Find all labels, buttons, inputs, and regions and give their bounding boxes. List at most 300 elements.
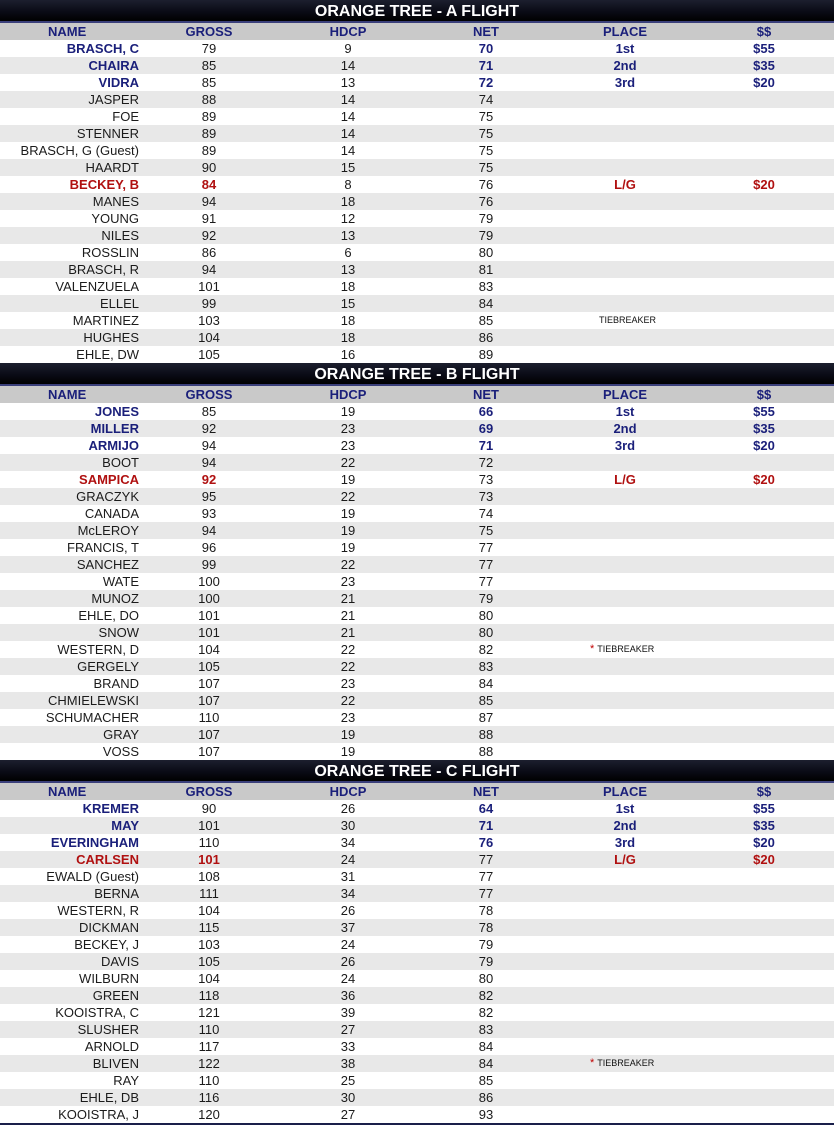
table-row	[0, 1106, 834, 1123]
cell-hdcp: 31	[340, 869, 356, 884]
cell-gross: 92	[201, 421, 217, 436]
table-row	[0, 159, 834, 176]
cell-hdcp: 25	[340, 1073, 356, 1088]
cell-net: 83	[478, 279, 494, 294]
table-row	[0, 743, 834, 760]
cell-gross: 122	[198, 1056, 220, 1071]
cell-hdcp: 26	[340, 903, 356, 918]
table-row	[0, 454, 834, 471]
cell-money: $20	[753, 835, 775, 850]
cell-name: BOOT	[102, 455, 139, 470]
cell-place: 1st	[615, 801, 635, 816]
cell-name: SCHUMACHER	[45, 710, 139, 725]
cell-name: CANADA	[84, 506, 139, 521]
cell-net: 66	[478, 404, 494, 419]
cell-hdcp: 23	[340, 710, 356, 725]
cell-name: FRANCIS, T	[67, 540, 139, 555]
table-header	[0, 23, 834, 40]
cell-hdcp: 18	[340, 313, 356, 328]
cell-gross: 105	[198, 347, 220, 362]
cell-gross: 85	[201, 58, 217, 73]
cell-name: ELLEL	[99, 296, 139, 311]
cell-net: 72	[478, 455, 494, 470]
cell-place: 3rd	[614, 835, 636, 850]
cell-name: FOE	[112, 109, 139, 124]
cell-net: 86	[478, 1090, 494, 1105]
cell-name: KOOISTRA, J	[58, 1107, 139, 1122]
cell-gross: 91	[201, 211, 217, 226]
cell-name: McLEROY	[77, 523, 139, 538]
cell-net: 86	[478, 330, 494, 345]
cell-hdcp: 22	[340, 659, 356, 674]
table-row	[0, 970, 834, 987]
cell-hdcp: 26	[340, 954, 356, 969]
cell-money: $20	[753, 75, 775, 90]
cell-net: 77	[478, 869, 494, 884]
cell-money: $35	[753, 58, 775, 73]
cell-name: KREMER	[82, 801, 139, 816]
cell-gross: 110	[198, 1022, 220, 1037]
cell-net: 77	[478, 886, 494, 901]
cell-name: MILLER	[90, 421, 139, 436]
cell-hdcp: 23	[340, 676, 356, 691]
cell-name: EWALD (Guest)	[46, 869, 139, 884]
cell-hdcp: 13	[340, 262, 356, 277]
table-row	[0, 227, 834, 244]
cell-name: STENNER	[76, 126, 139, 141]
cell-place: 3rd	[614, 438, 636, 453]
cell-name: BECKEY, J	[74, 937, 139, 952]
table-row	[0, 1021, 834, 1038]
tiebreaker-label: TIEBREAKER	[597, 644, 655, 654]
table-row	[0, 125, 834, 142]
cell-hdcp: 37	[340, 920, 356, 935]
cell-hdcp: 14	[340, 143, 356, 158]
cell-gross: 111	[199, 886, 219, 901]
cell-name: RAY	[113, 1073, 139, 1088]
cell-gross: 110	[198, 710, 220, 725]
cell-hdcp: 14	[340, 92, 356, 107]
cell-gross: 94	[201, 523, 217, 538]
table-row	[0, 437, 834, 454]
table-row	[0, 692, 834, 709]
cell-name: GRAY	[103, 727, 139, 742]
table-row	[0, 902, 834, 919]
cell-net: 79	[478, 228, 494, 243]
cell-name: HUGHES	[83, 330, 139, 345]
cell-net: 69	[478, 421, 494, 436]
table-row	[0, 868, 834, 885]
table-row	[0, 312, 834, 329]
table-row	[0, 641, 834, 658]
cell-hdcp: 34	[340, 886, 356, 901]
header-money: $$	[756, 24, 772, 39]
cell-gross: 94	[201, 262, 217, 277]
cell-hdcp: 30	[340, 1090, 356, 1105]
cell-net: 79	[478, 937, 494, 952]
table-row	[0, 658, 834, 675]
tiebreaker-note	[590, 641, 654, 658]
table-row	[0, 522, 834, 539]
cell-gross: 103	[198, 937, 220, 952]
cell-name: MUNOZ	[91, 591, 139, 606]
cell-gross: 101	[198, 852, 220, 867]
table-row	[0, 834, 834, 851]
cell-net: 75	[478, 109, 494, 124]
cell-name: MARTINEZ	[72, 313, 139, 328]
cell-gross: 92	[201, 228, 217, 243]
header-money: $$	[756, 387, 772, 402]
cell-gross: 104	[198, 971, 220, 986]
asterisk-mark: *	[590, 643, 595, 655]
cell-gross: 101	[198, 279, 220, 294]
cell-hdcp: 23	[340, 438, 356, 453]
cell-net: 77	[478, 540, 494, 555]
cell-net: 73	[478, 489, 494, 504]
cell-name: WESTERN, D	[57, 642, 139, 657]
table-row	[0, 1072, 834, 1089]
cell-gross: 90	[201, 160, 217, 175]
cell-name: CARLSEN	[76, 852, 139, 867]
cell-name: KOOISTRA, C	[55, 1005, 139, 1020]
cell-place: L/G	[614, 852, 636, 867]
cell-name: GRACZYK	[76, 489, 139, 504]
table-row	[0, 91, 834, 108]
cell-gross: 89	[201, 126, 217, 141]
cell-net: 82	[478, 988, 494, 1003]
table-row	[0, 675, 834, 692]
cell-name: DICKMAN	[79, 920, 139, 935]
cell-hdcp: 24	[340, 852, 356, 867]
cell-hdcp: 18	[340, 194, 356, 209]
cell-hdcp: 26	[340, 801, 356, 816]
cell-hdcp: 14	[340, 109, 356, 124]
flight-title: ORANGE TREE - B FLIGHT	[0, 363, 834, 386]
cell-gross: 107	[198, 676, 220, 691]
table-row	[0, 57, 834, 74]
table-row	[0, 261, 834, 278]
cell-gross: 100	[198, 574, 220, 589]
table-row	[0, 346, 834, 363]
table-row	[0, 800, 834, 817]
cell-name: VIDRA	[98, 75, 139, 90]
cell-money: $35	[753, 421, 775, 436]
cell-hdcp: 14	[340, 126, 356, 141]
cell-net: 84	[478, 676, 494, 691]
cell-name: EVERINGHAM	[50, 835, 139, 850]
cell-net: 77	[478, 852, 494, 867]
cell-name: MAY	[111, 818, 139, 833]
cell-gross: 120	[198, 1107, 220, 1122]
cell-net: 88	[478, 727, 494, 742]
cell-gross: 94	[201, 438, 217, 453]
cell-hdcp: 21	[340, 625, 356, 640]
cell-net: 77	[478, 574, 494, 589]
cell-money: $20	[753, 438, 775, 453]
cell-name: WATE	[102, 574, 139, 589]
cell-name: BERNA	[94, 886, 139, 901]
cell-gross: 108	[198, 869, 220, 884]
header-net: NET	[473, 387, 499, 402]
cell-place: 2nd	[613, 818, 637, 833]
cell-name: SLUSHER	[77, 1022, 139, 1037]
table-row	[0, 471, 834, 488]
cell-hdcp: 23	[340, 421, 356, 436]
cell-name: SNOW	[98, 625, 139, 640]
header-name: NAME	[48, 784, 87, 799]
cell-gross: 110	[198, 1073, 220, 1088]
cell-name: GREEN	[92, 988, 139, 1003]
cell-net: 80	[478, 608, 494, 623]
cell-money: $35	[753, 818, 775, 833]
cell-hdcp: 21	[340, 591, 356, 606]
cell-name: GERGELY	[77, 659, 139, 674]
cell-net: 83	[478, 1022, 494, 1037]
cell-money: $20	[753, 852, 775, 867]
cell-money: $55	[753, 41, 775, 56]
table-row	[0, 210, 834, 227]
asterisk-mark: *	[590, 1057, 595, 1069]
cell-gross: 93	[201, 506, 217, 521]
cell-net: 71	[478, 58, 494, 73]
cell-hdcp: 19	[340, 540, 356, 555]
cell-hdcp: 24	[340, 971, 356, 986]
cell-net: 81	[478, 262, 494, 277]
cell-name: EHLE, DO	[78, 608, 139, 623]
table-row	[0, 953, 834, 970]
cell-net: 77	[478, 557, 494, 572]
cell-name: ARMIJO	[88, 438, 139, 453]
header-net: NET	[473, 24, 499, 39]
cell-net: 84	[478, 1056, 494, 1071]
tiebreaker-note	[590, 1055, 654, 1072]
cell-gross: 92	[201, 472, 217, 487]
tiebreaker-note	[596, 312, 656, 329]
cell-gross: 101	[198, 818, 220, 833]
table-row	[0, 851, 834, 868]
cell-gross: 104	[198, 642, 220, 657]
cell-net: 82	[478, 1005, 494, 1020]
cell-place: 2nd	[613, 421, 637, 436]
cell-hdcp: 19	[340, 404, 356, 419]
table-row	[0, 488, 834, 505]
cell-name: WESTERN, R	[57, 903, 139, 918]
header-gross: GROSS	[185, 387, 233, 402]
cell-net: 76	[478, 835, 494, 850]
cell-gross: 88	[201, 92, 217, 107]
cell-hdcp: 33	[340, 1039, 356, 1054]
table-row	[0, 987, 834, 1004]
cell-gross: 89	[201, 143, 217, 158]
cell-name: ROSSLIN	[81, 245, 139, 260]
cell-net: 88	[478, 744, 494, 759]
table-row	[0, 1055, 834, 1072]
cell-gross: 107	[198, 744, 220, 759]
flight-section	[0, 0, 834, 363]
cell-net: 64	[478, 801, 494, 816]
table-row	[0, 142, 834, 159]
cell-hdcp: 30	[340, 818, 356, 833]
cell-hdcp: 18	[340, 279, 356, 294]
cell-gross: 95	[201, 489, 217, 504]
cell-gross: 107	[198, 727, 220, 742]
cell-gross: 117	[198, 1039, 220, 1054]
cell-place: 1st	[615, 41, 635, 56]
cell-hdcp: 22	[340, 455, 356, 470]
header-net: NET	[473, 784, 499, 799]
cell-hdcp: 15	[340, 160, 356, 175]
cell-hdcp: 38	[340, 1056, 356, 1071]
cell-gross: 121	[198, 1005, 220, 1020]
cell-place: 3rd	[614, 75, 636, 90]
cell-gross: 85	[201, 404, 217, 419]
cell-hdcp: 23	[340, 574, 356, 589]
cell-net: 71	[478, 818, 494, 833]
cell-hdcp: 22	[340, 693, 356, 708]
cell-hdcp: 19	[340, 506, 356, 521]
cell-name: DAVIS	[100, 954, 139, 969]
cell-hdcp: 13	[340, 228, 356, 243]
header-money: $$	[756, 784, 772, 799]
cell-gross: 94	[201, 194, 217, 209]
cell-hdcp: 36	[340, 988, 356, 1003]
table-row	[0, 1089, 834, 1106]
table-row	[0, 624, 834, 641]
cell-name: HAARDT	[85, 160, 139, 175]
cell-name: NILES	[101, 228, 139, 243]
cell-hdcp: 19	[340, 744, 356, 759]
cell-net: 79	[478, 954, 494, 969]
cell-net: 80	[478, 245, 494, 260]
cell-net: 75	[478, 143, 494, 158]
cell-gross: 100	[198, 591, 220, 606]
cell-gross: 103	[198, 313, 220, 328]
cell-gross: 90	[201, 801, 217, 816]
cell-gross: 115	[198, 920, 220, 935]
cell-gross: 118	[198, 988, 220, 1003]
cell-net: 80	[478, 625, 494, 640]
cell-place: L/G	[614, 177, 636, 192]
cell-gross: 86	[201, 245, 217, 260]
cell-name: WILBURN	[79, 971, 139, 986]
cell-name: VALENZUELA	[55, 279, 139, 294]
cell-net: 83	[478, 659, 494, 674]
cell-hdcp: 8	[344, 177, 352, 192]
cell-name: JASPER	[88, 92, 139, 107]
cell-net: 78	[478, 920, 494, 935]
cell-net: 76	[478, 194, 494, 209]
flight-title: ORANGE TREE - A FLIGHT	[0, 0, 834, 23]
cell-hdcp: 13	[340, 75, 356, 90]
cell-hdcp: 19	[340, 472, 356, 487]
cell-net: 79	[478, 211, 494, 226]
cell-net: 85	[478, 1073, 494, 1088]
cell-name: YOUNG	[91, 211, 139, 226]
header-gross: GROSS	[185, 24, 233, 39]
cell-hdcp: 19	[340, 523, 356, 538]
cell-money: $20	[753, 472, 775, 487]
cell-hdcp: 22	[340, 489, 356, 504]
cell-name: MANES	[92, 194, 139, 209]
cell-name: BRASCH, G (Guest)	[20, 143, 139, 158]
header-place: PLACE	[602, 24, 648, 39]
cell-gross: 96	[201, 540, 217, 555]
cell-hdcp: 21	[340, 608, 356, 623]
tiebreaker-label: TIEBREAKER	[597, 1058, 655, 1068]
header-gross: GROSS	[185, 784, 233, 799]
cell-gross: 99	[201, 557, 217, 572]
header-hdcp: HDCP	[329, 784, 367, 799]
cell-money: $55	[753, 404, 775, 419]
cell-money: $20	[753, 177, 775, 192]
cell-net: 84	[478, 1039, 494, 1054]
cell-net: 70	[478, 41, 494, 56]
header-name: NAME	[48, 24, 87, 39]
cell-name: SANCHEZ	[76, 557, 139, 572]
table-row	[0, 885, 834, 902]
cell-net: 82	[478, 642, 494, 657]
cell-net: 71	[478, 438, 494, 453]
cell-gross: 85	[201, 75, 217, 90]
cell-gross: 101	[198, 608, 220, 623]
table-header	[0, 783, 834, 800]
cell-hdcp: 9	[344, 41, 352, 56]
cell-net: 80	[478, 971, 494, 986]
table-row	[0, 1004, 834, 1021]
table-row	[0, 40, 834, 57]
table-row	[0, 403, 834, 420]
cell-net: 89	[478, 347, 494, 362]
table-row	[0, 573, 834, 590]
cell-hdcp: 22	[340, 642, 356, 657]
cell-gross: 107	[198, 693, 220, 708]
header-name: NAME	[48, 387, 87, 402]
cell-net: 75	[478, 523, 494, 538]
cell-gross: 89	[201, 109, 217, 124]
cell-name: JONES	[94, 404, 139, 419]
cell-net: 84	[478, 296, 494, 311]
cell-net: 76	[478, 177, 494, 192]
table-row	[0, 919, 834, 936]
table-row	[0, 193, 834, 210]
header-place: PLACE	[602, 784, 648, 799]
cell-name: BRAND	[93, 676, 139, 691]
cell-net: 85	[478, 313, 494, 328]
cell-net: 75	[478, 160, 494, 175]
cell-hdcp: 24	[340, 937, 356, 952]
cell-name: EHLE, DW	[76, 347, 139, 362]
cell-hdcp: 27	[340, 1107, 356, 1122]
cell-hdcp: 27	[340, 1022, 356, 1037]
cell-gross: 105	[198, 954, 220, 969]
cell-net: 74	[478, 506, 494, 521]
cell-gross: 79	[201, 41, 217, 56]
cell-net: 73	[478, 472, 494, 487]
cell-place: 1st	[615, 404, 635, 419]
flight-title: ORANGE TREE - C FLIGHT	[0, 760, 834, 783]
cell-gross: 105	[198, 659, 220, 674]
cell-net: 93	[478, 1107, 494, 1122]
cell-hdcp: 22	[340, 557, 356, 572]
cell-net: 74	[478, 92, 494, 107]
cell-hdcp: 34	[340, 835, 356, 850]
table-row	[0, 726, 834, 743]
header-place: PLACE	[602, 387, 648, 402]
cell-name: BECKEY, B	[69, 177, 139, 192]
table-row	[0, 607, 834, 624]
cell-place: L/G	[614, 472, 636, 487]
table-row	[0, 74, 834, 91]
